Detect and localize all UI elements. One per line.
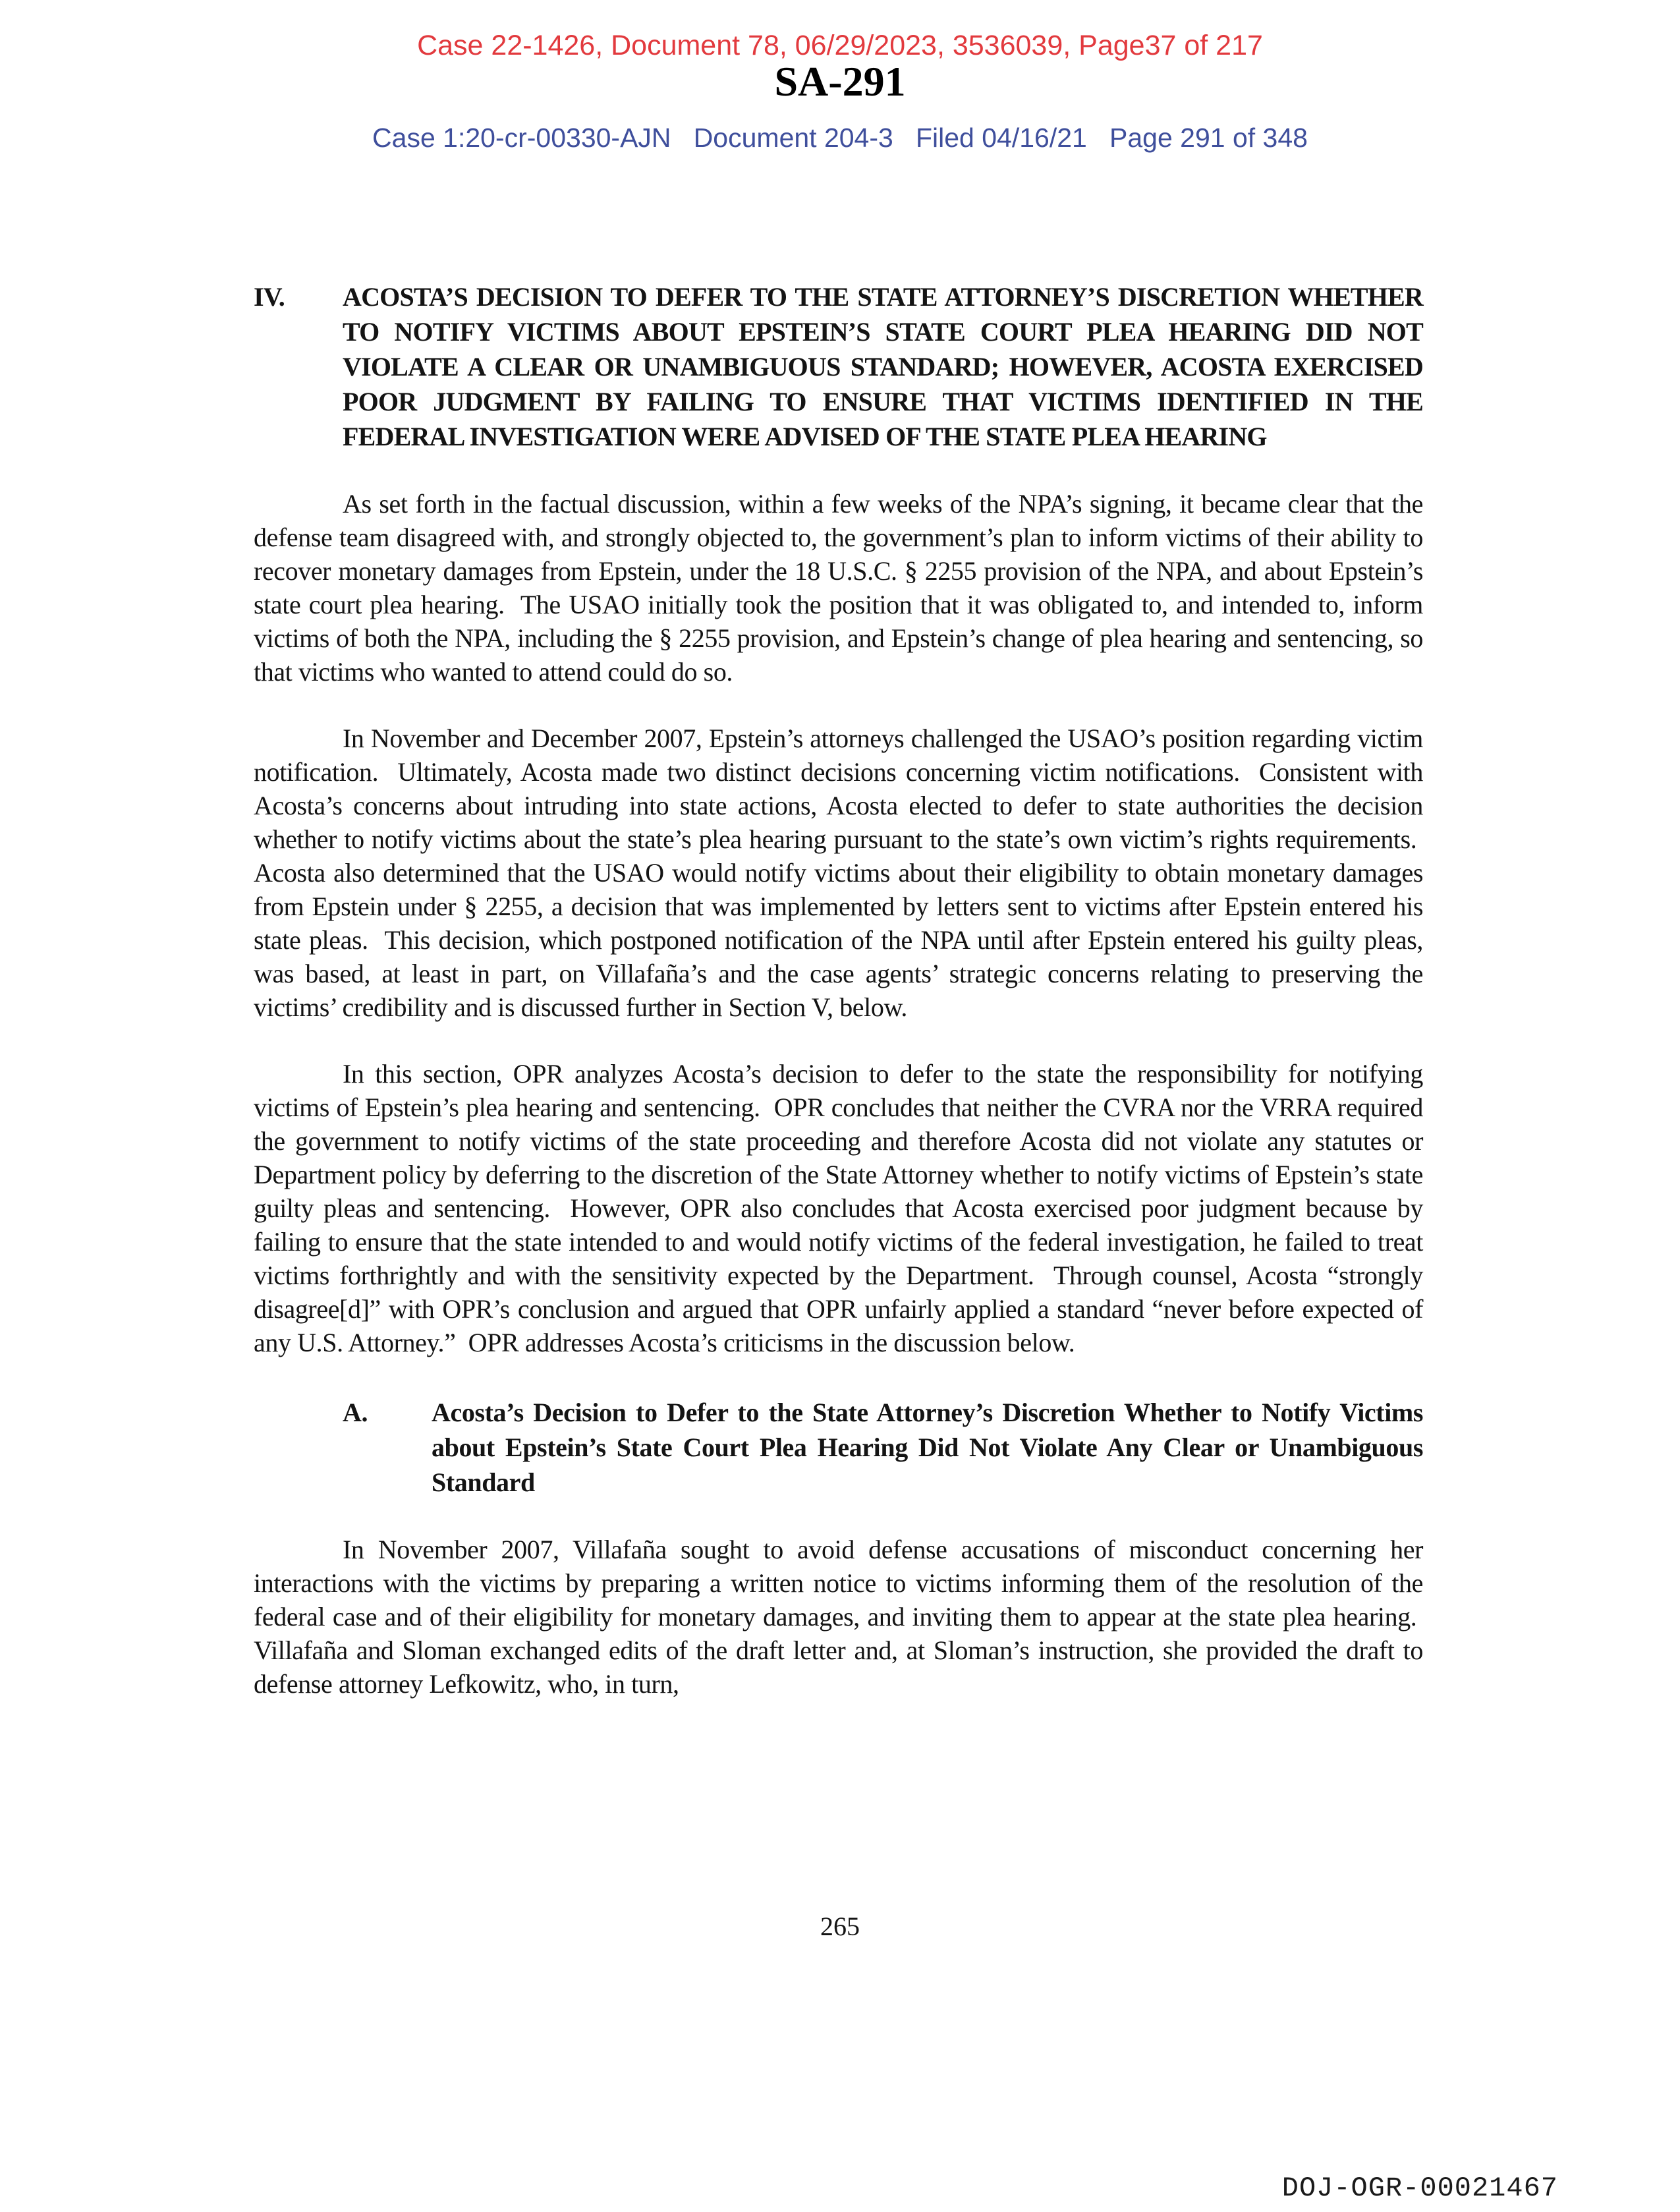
appellate-stamp-line: Case 22-1426, Document 78, 06/29/2023, 3536039, Page37 of 217: [417, 30, 1263, 61]
subsection-heading-a: [343, 1395, 1423, 1500]
document-body: [254, 279, 1423, 1701]
paragraph-4: In November 2007, Villafaña sought to avoid defense accusations of misconduct concerning her interactions with the victims by preparing a written notice to victims informing them of the resolution of the federal case and of their eligibility for monetary damages, and inviting them to appear at the state plea hearing. Villafaña and Sloman exchanged edits of the draft letter and, at Sloman’s instruction, she provided the draft to defense attorney Lefkowitz, who, in turn,: [254, 1535, 1423, 1699]
paragraph-1: As set forth in the factual discussion, within a few weeks of the NPA’s signing, it became clear that the defense team disagreed with, and strongly objected to, the government’s plan to inform victims of their ability to recover monetary damages from Epstein, under the 18 U.S.C. § 2255 provision of the NPA, and about Epstein’s state court plea hearing. The USAO initially took the position that it was obligated to, and intended to, inform victims of both the NPA, including the § 2255 provision, and Epstein’s change of plea hearing and sentencing, so that victims who wanted to attend could do so.: [254, 489, 1423, 687]
section-title: ACOSTA’S DECISION TO DEFER TO THE STATE ATTORNEY’S DISCRETION WHETHER TO NOTIFY VICTIMS ABOUT EPSTEIN’S STATE COURT PLEA HEARING DID NOT VIOLATE A CLEAR OR UNAMBIGUOUS STANDARD; HOWEVER, ACOSTA EXERCISED POOR JUDGMENT BY FAILING TO ENSURE THAT VICTIMS IDENTIFIED IN THE FEDERAL INVESTIGATION WERE ADVISED OF THE STATE PLEA HEARING: [343, 282, 1423, 451]
paragraph-2: In November and December 2007, Epstein’s attorneys challenged the USAO’s position regarding victim notification. Ultimately, Acosta made two distinct decisions concerning victim notifications. Consistent with Acosta’s concerns about intruding into state actions, Acosta elected to defer to state authorities the decision whether to notify victims about the state’s plea hearing pursuant to the state’s own victim’s rights requirements. Acosta also determined that the USAO would notify victims about their eligibility to obtain monetary damages from Epstein under § 2255, a decision that was implemented by letters sent to victims after Epstein entered his state pleas. This decision, which postponed notification of the NPA until after Epstein entered his guilty pleas, was based, at least in part, on Villafaña’s and the case agents’ strategic concerns relating to preserving the victims’ credibility and is discussed further in Section V, below.: [254, 723, 1423, 1022]
sa-page-label: SA-291: [774, 58, 906, 105]
paragraph-3: In this section, OPR analyzes Acosta’s decision to defer to the state the responsibility for notifying victims of Epstein’s plea hearing and sentencing. OPR concludes that neither the CVRA nor the VRRA required the government to notify victims of the state proceeding and therefore Acosta did not violate any statutes or Department policy by deferring to the discretion of the State Attorney whether to notify victims of Epstein’s state guilty pleas and sentencing. However, OPR also concludes that Acosta exercised poor judgment because by failing to ensure that the state intended to and would notify victims of the federal investigation, he failed to treat victims forthrightly and with the sensitivity expected by the Department. Through counsel, Acosta “strongly disagree[d]” with OPR’s conclusion and argued that OPR unfairly applied a standard “never before expected of any U.S. Attorney.” OPR addresses Acosta’s criticisms in the discussion below.: [254, 1059, 1423, 1357]
district-stamp-line: Case 1:20-cr-00330-AJN Document 204-3 Filed 04/16/21 Page 291 of 348: [372, 123, 1308, 153]
page-number: 265: [820, 1912, 860, 1941]
subsection-title: Acosta’s Decision to Defer to the State Attorney’s Discretion Whether to Notify Victims about Epstein’s State Court Plea Hearing Did Not Violate Any Clear or Unambiguous Standard: [432, 1398, 1423, 1497]
bates-number: DOJ-OGR-00021467: [1281, 2172, 1558, 2204]
subsection-letter: A.: [343, 1398, 368, 1427]
section-number: IV.: [254, 282, 285, 312]
section-heading-iv: [254, 279, 1423, 454]
